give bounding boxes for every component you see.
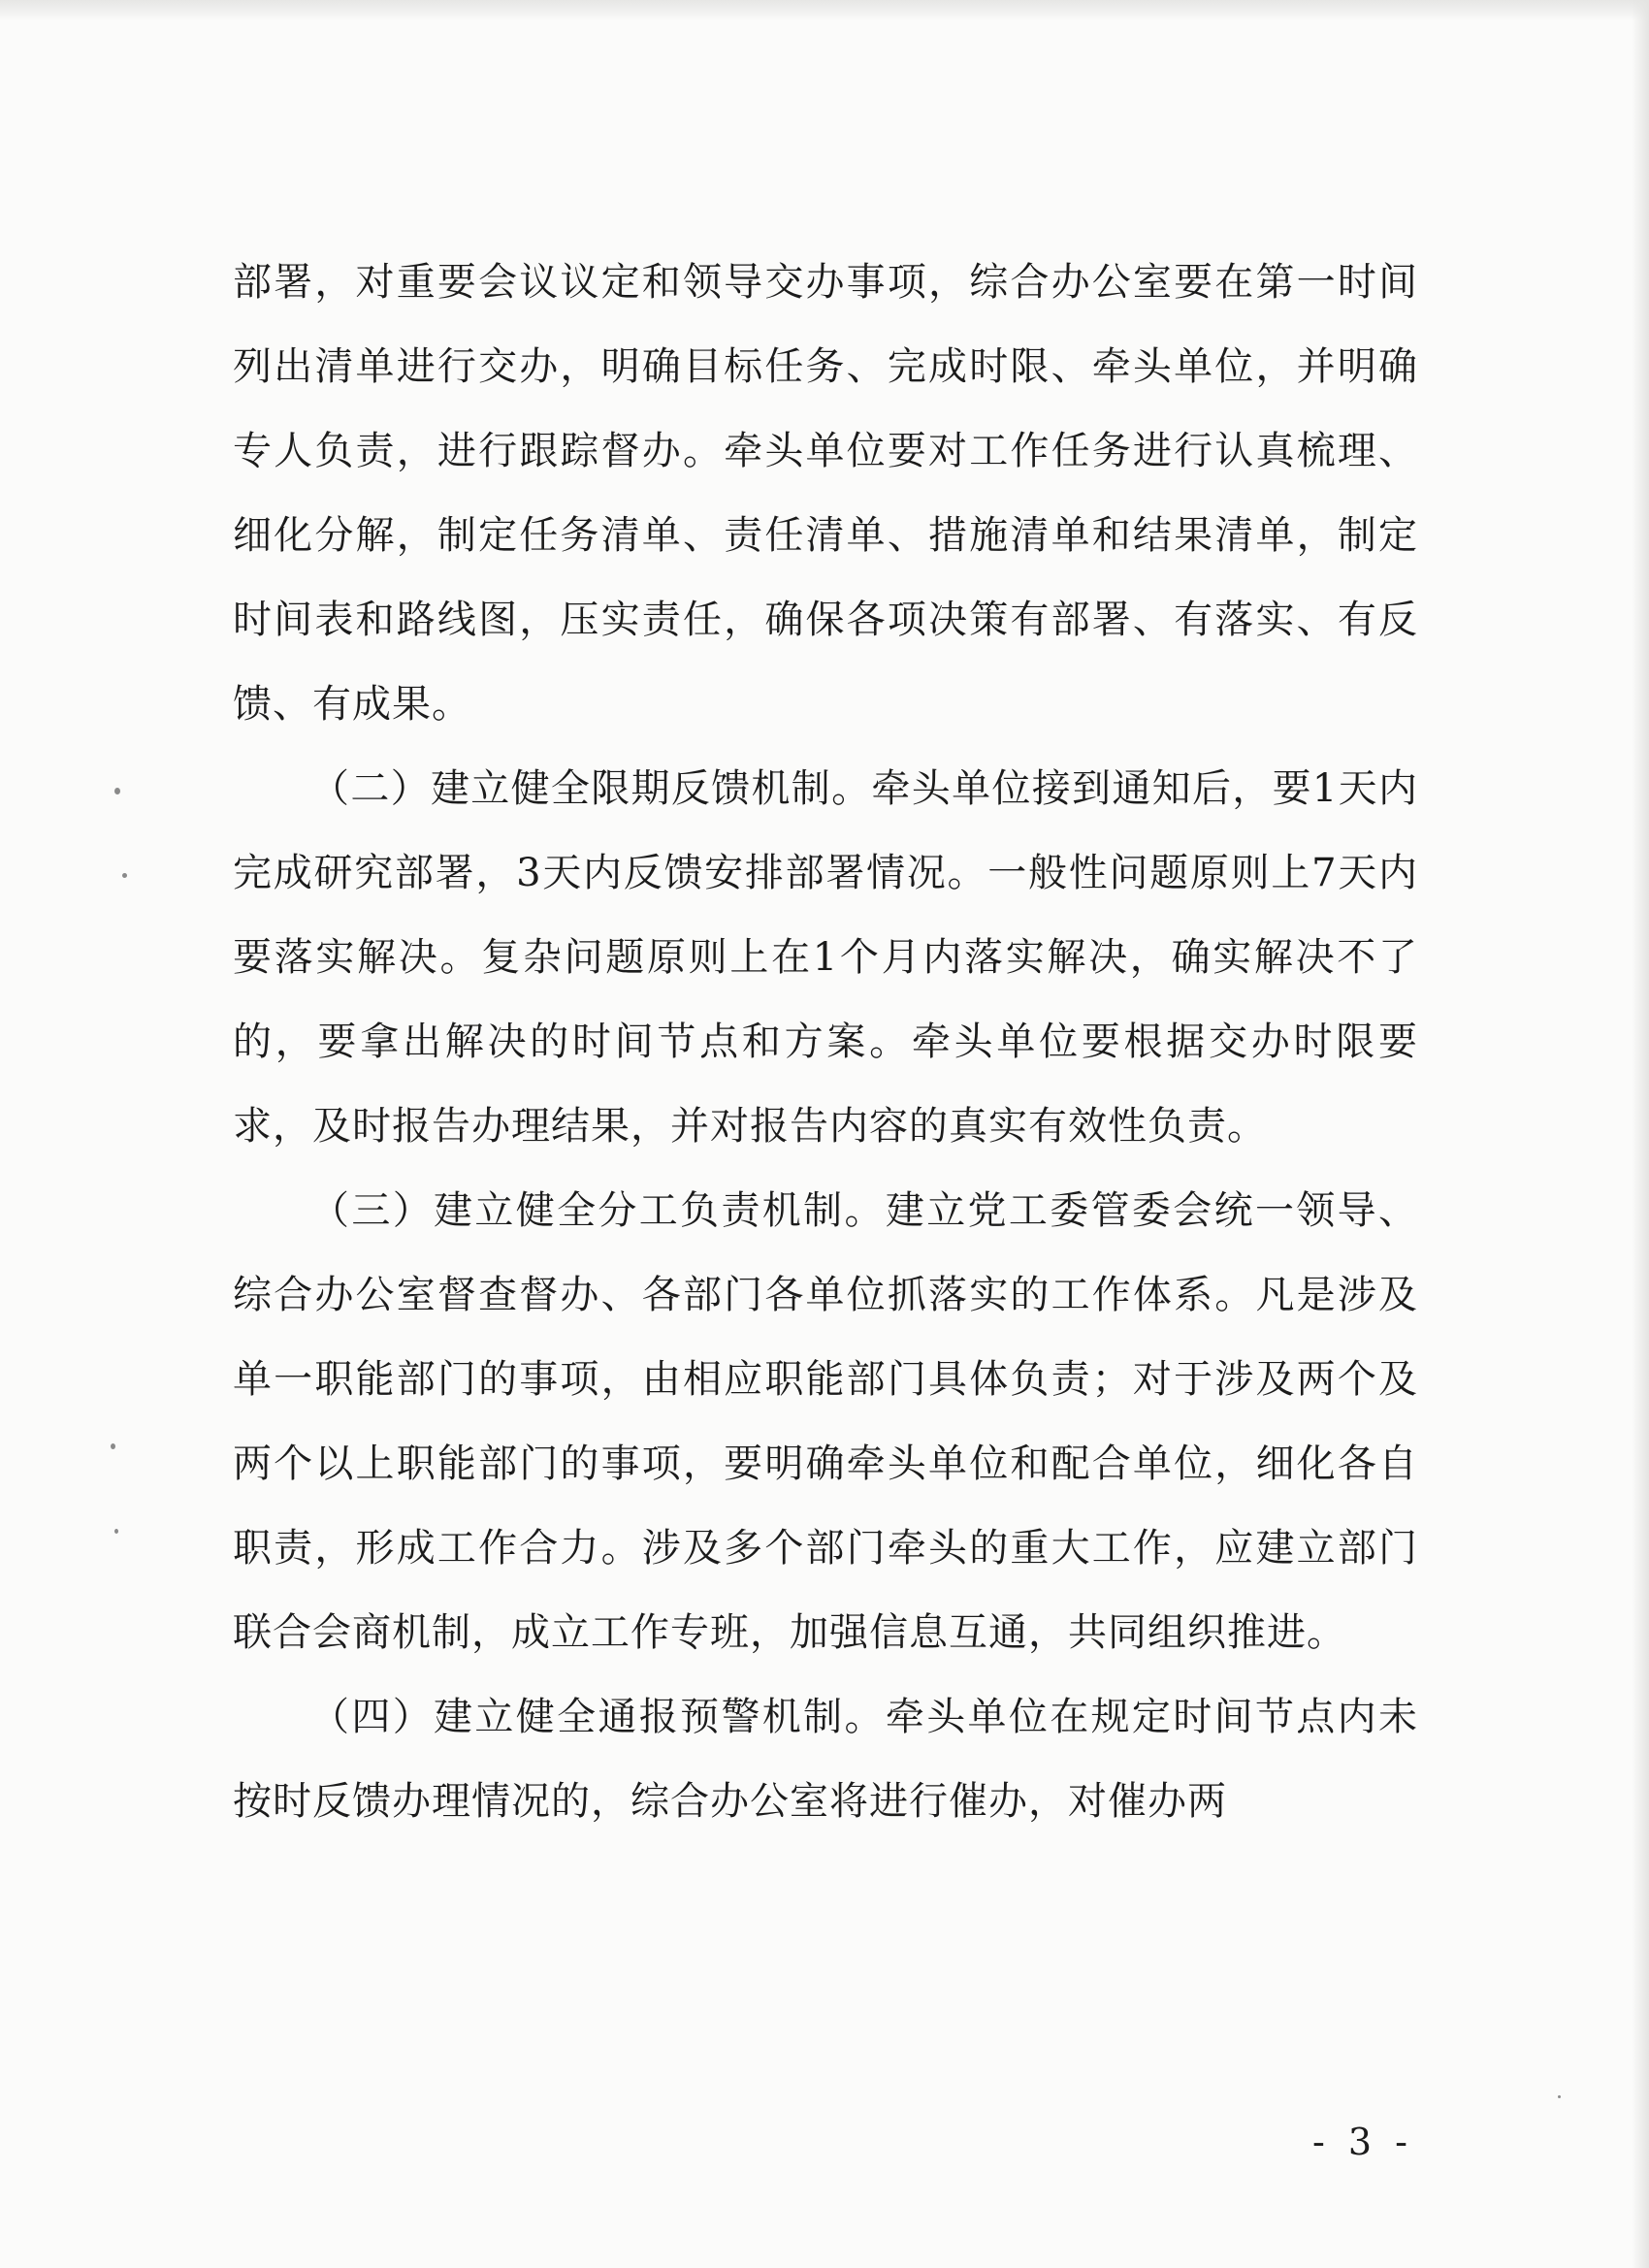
scan-speck: [1558, 2095, 1561, 2098]
document-body: [233, 241, 1418, 1844]
scan-speck: [122, 873, 127, 878]
scan-edge-right: [1632, 0, 1649, 2268]
scan-speck: [114, 1529, 118, 1534]
page-number: - 3 -: [1311, 2121, 1413, 2163]
paragraph-warning-mechanism: （四）建立健全通报预警机制。牵头单位在规定时间节点内未按时反馈办理情况的，综合办公室将进行催办，对催办两: [233, 1695, 1418, 1824]
paragraph-division-of-labor: （三）建立健全分工负责机制。建立党工委管委会统一领导、综合办公室督查督办、各部门各单位抓落实的工作体系。凡是涉及单一职能部门的事项，由相应职能部门具体负责；对于涉及两个及两个以上职能部门的事项，要明确牵头单位和配合单位，细化各自职责，形成工作合力。涉及多个部门牵头的重大工作，应建立部门联合会商机制，成立工作专班，加强信息互通，共同组织推进。: [233, 1188, 1418, 1655]
paragraph-feedback-mechanism: （二）建立健全限期反馈机制。牵头单位接到通知后，要1天内完成研究部署，3天内反馈安排部署情况。一般性问题原则上7天内要落实解决。复杂问题原则上在1个月内落实解决，确实解决不了的，要拿出解决的时间节点和方案。牵头单位要根据交办时限要求，及时报告办理结果，并对报告内容的真实有效性负责。: [233, 766, 1418, 1149]
scan-speck: [114, 788, 120, 794]
scan-speck: [111, 1443, 115, 1449]
paragraph-continuation: 部署，对重要会议议定和领导交办事项，综合办公室要在第一时间列出清单进行交办，明确目标任务、完成时限、牵头单位，并明确专人负责，进行跟踪督办。牵头单位要对工作任务进行认真梳理、细化分解，制定任务清单、责任清单、措施清单和结果清单，制定时间表和路线图，压实责任，确保各项决策有部署、有落实、有反馈、有成果。: [233, 260, 1418, 727]
scan-edge-top: [0, 0, 1649, 21]
